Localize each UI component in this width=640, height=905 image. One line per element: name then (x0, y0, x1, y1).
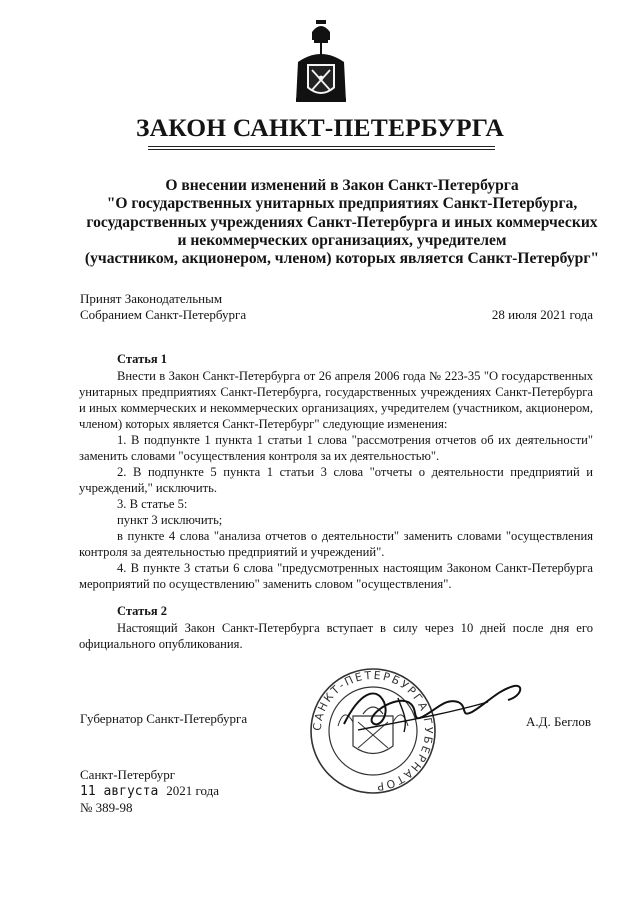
adopted-line: Принят Законодательным (80, 291, 223, 306)
article-2-body (79, 620, 593, 652)
law-number: № 389-98 (80, 800, 133, 815)
heading-line: (участником, акционером, членом) которых является Санкт-Петербург" (84, 250, 600, 268)
heading-line: "О государственных унитарных предприятиях Санкт-Петербурга, (106, 195, 578, 213)
handwritten-signature (338, 672, 528, 742)
signing-year: 2021 года (166, 783, 220, 798)
title-underline (148, 146, 495, 147)
signing-city: Санкт-Петербург (80, 767, 176, 782)
governor-name: А.Д. Беглов (526, 714, 592, 729)
article-1-title: Статья 1 (117, 352, 167, 366)
adopted-line: Собранием Санкт-Петербурга (80, 307, 247, 322)
article-paragraph: 3. В статье 5: (117, 497, 188, 511)
article-2-title: Статья 2 (117, 604, 167, 618)
heading-line: О внесении изменений в Закон Санкт-Петербурга (165, 177, 519, 194)
article-paragraph: пункт 3 исключить; (117, 513, 223, 527)
coat-of-arms-icon (294, 18, 348, 106)
article-paragraph: Настоящий Закон Санкт-Петербурга вступает в силу через 10 дней после дня его официального опубликования. (79, 621, 593, 651)
heading-line: государственных учреждениях Санкт-Петербурга и иных коммерческих (86, 213, 598, 231)
law-heading (80, 177, 604, 268)
article-paragraph: 2. В подпункте 5 пункта 1 статьи 3 слова "отчеты о деятельности предприятий и учреждений," исключить. (79, 465, 593, 495)
article-1-body (79, 368, 593, 592)
article-paragraph: Внести в Закон Санкт-Петербурга от 26 апреля 2006 года № 223-35 "О государственных унитарных предприятиях Санкт-Петербурга, государственных учреждениях Санкт-Петербурга и иных коммерческих и некоммерческих организациях, учредителем (участником, акционером, членом) которых является Санкт-Петербург" следующие изменения: (79, 369, 593, 431)
adopted-date: 28 июля 2021 года (491, 307, 593, 322)
title-underline-second (148, 149, 495, 150)
adopted-by (80, 291, 246, 323)
signing-footer (80, 767, 219, 816)
seal-text: САНКТ-ПЕТЕРБУРГА ГУБЕРНАТОР (310, 668, 436, 794)
signing-date-typed: 11 августа (80, 784, 159, 799)
signing-date (80, 783, 219, 800)
heading-line: и некоммерческих организациях, учредителем (177, 231, 507, 249)
article-paragraph: 4. В пункте 3 статьи 6 слова "предусмотренных настоящим Законом Санкт-Петербурга мероприятий по осуществлению" заменить словом "осуществления". (79, 561, 593, 591)
article-paragraph: в пункте 4 слова "анализа отчетов о деятельности" заменить словами "осуществления контроля за деятельностью предприятий и учреждений". (79, 529, 593, 559)
governor-position: Губернатор Санкт-Петербурга (80, 711, 248, 726)
article-paragraph: 1. В подпункте 1 пункта 1 статьи 1 слова "рассмотрения отчетов об их деятельности" заменить словами "осуществления контроля за их деятельностью". (79, 433, 593, 463)
law-title: ЗАКОН САНКТ-ПЕТЕРБУРГА (135, 113, 505, 142)
